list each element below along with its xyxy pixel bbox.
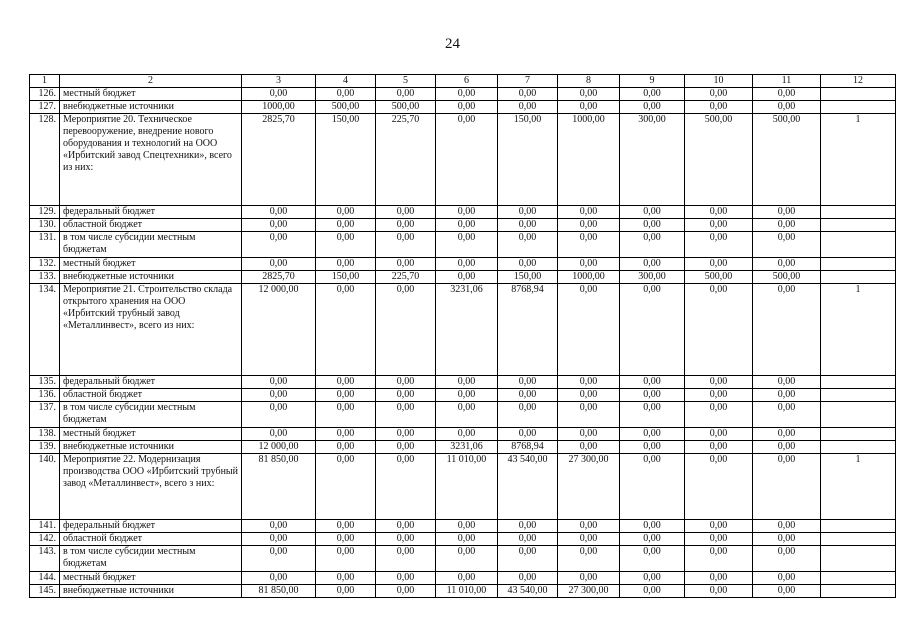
value-cell: 0,00 [620, 389, 685, 402]
table-row [30, 88, 896, 101]
value-cell: 0,00 [753, 546, 821, 572]
row-number: 144. [30, 572, 60, 585]
value-cell: 3231,06 [436, 441, 498, 454]
row-name: Мероприятие 21. Строительство склада открытого хранения на ООО «Ирбитский трубный завод «Металлинвест», всего из них: [60, 284, 242, 376]
value-cell: 0,00 [436, 114, 498, 206]
value-cell: 0,00 [316, 520, 376, 533]
value-cell: 0,00 [242, 520, 316, 533]
value-cell: 0,00 [242, 428, 316, 441]
value-cell: 0,00 [436, 376, 498, 389]
value-cell: 0,00 [242, 402, 316, 428]
value-cell: 3231,06 [436, 284, 498, 376]
budget-table [29, 74, 896, 598]
value-cell: 0,00 [558, 389, 620, 402]
value-cell: 12 000,00 [242, 284, 316, 376]
value-cell: 500,00 [376, 101, 436, 114]
value-cell: 43 540,00 [498, 454, 558, 520]
column-header: 4 [316, 75, 376, 88]
value-cell: 0,00 [753, 533, 821, 546]
value-cell: 0,00 [242, 533, 316, 546]
value-cell: 11 010,00 [436, 585, 498, 598]
row-name: местный бюджет [60, 572, 242, 585]
value-cell: 0,00 [685, 232, 753, 258]
value-cell: 0,00 [558, 376, 620, 389]
target-indicator-cell [821, 572, 896, 585]
target-indicator-cell [821, 219, 896, 232]
value-cell: 0,00 [558, 533, 620, 546]
target-indicator-cell [821, 258, 896, 271]
column-header: 7 [498, 75, 558, 88]
column-header-row [30, 75, 896, 88]
row-number: 145. [30, 585, 60, 598]
value-cell: 0,00 [376, 585, 436, 598]
value-cell: 0,00 [685, 572, 753, 585]
table-row [30, 389, 896, 402]
row-name: местный бюджет [60, 428, 242, 441]
value-cell: 0,00 [558, 101, 620, 114]
row-number: 127. [30, 101, 60, 114]
value-cell: 0,00 [498, 101, 558, 114]
value-cell: 0,00 [685, 585, 753, 598]
row-number: 141. [30, 520, 60, 533]
row-name: внебюджетные источники [60, 271, 242, 284]
row-number: 126. [30, 88, 60, 101]
value-cell: 0,00 [436, 389, 498, 402]
row-name: в том числе субсидии местным бюджетам [60, 232, 242, 258]
value-cell: 0,00 [753, 258, 821, 271]
value-cell: 0,00 [376, 389, 436, 402]
value-cell: 0,00 [316, 206, 376, 219]
value-cell: 0,00 [316, 533, 376, 546]
value-cell: 0,00 [316, 376, 376, 389]
table-row [30, 271, 896, 284]
value-cell: 0,00 [685, 402, 753, 428]
table-row [30, 101, 896, 114]
value-cell: 81 850,00 [242, 454, 316, 520]
row-number: 136. [30, 389, 60, 402]
value-cell: 0,00 [498, 402, 558, 428]
target-indicator-cell [821, 376, 896, 389]
row-number: 131. [30, 232, 60, 258]
column-header: 5 [376, 75, 436, 88]
value-cell: 0,00 [376, 258, 436, 271]
value-cell: 0,00 [558, 402, 620, 428]
target-indicator-cell [821, 88, 896, 101]
value-cell: 0,00 [753, 284, 821, 376]
table-row [30, 572, 896, 585]
target-indicator-cell [821, 520, 896, 533]
value-cell: 0,00 [753, 88, 821, 101]
value-cell: 0,00 [753, 232, 821, 258]
value-cell: 0,00 [753, 389, 821, 402]
table-row [30, 114, 896, 206]
value-cell: 0,00 [558, 572, 620, 585]
value-cell: 500,00 [316, 101, 376, 114]
value-cell: 0,00 [753, 454, 821, 520]
target-indicator-cell [821, 533, 896, 546]
value-cell: 43 540,00 [498, 585, 558, 598]
row-number: 128. [30, 114, 60, 206]
value-cell: 0,00 [558, 88, 620, 101]
row-name: областной бюджет [60, 389, 242, 402]
row-name: в том числе субсидии местным бюджетам [60, 546, 242, 572]
row-number: 142. [30, 533, 60, 546]
value-cell: 0,00 [558, 232, 620, 258]
column-header: 3 [242, 75, 316, 88]
value-cell: 0,00 [242, 219, 316, 232]
value-cell: 0,00 [620, 284, 685, 376]
value-cell: 2825,70 [242, 114, 316, 206]
value-cell: 1000,00 [558, 271, 620, 284]
column-header: 10 [685, 75, 753, 88]
column-header: 9 [620, 75, 685, 88]
target-indicator-cell: 1 [821, 454, 896, 520]
value-cell: 0,00 [620, 232, 685, 258]
value-cell: 27 300,00 [558, 585, 620, 598]
value-cell: 0,00 [376, 428, 436, 441]
value-cell: 0,00 [620, 546, 685, 572]
value-cell: 0,00 [620, 533, 685, 546]
target-indicator-cell: 1 [821, 114, 896, 206]
row-name: Мероприятие 22. Модернизация производства ООО «Ирбитский трубный завод «Металлинвест», всего з них: [60, 454, 242, 520]
value-cell: 0,00 [376, 284, 436, 376]
row-name: Мероприятие 20. Техническое перевооружение, внедрение нового оборудования и технологий на ООО «Ирбитский завод Спецтехники», всего из них: [60, 114, 242, 206]
target-indicator-cell [821, 101, 896, 114]
value-cell: 8768,94 [498, 441, 558, 454]
row-name: внебюджетные источники [60, 101, 242, 114]
value-cell: 0,00 [436, 572, 498, 585]
row-number: 130. [30, 219, 60, 232]
value-cell: 0,00 [498, 572, 558, 585]
row-number: 129. [30, 206, 60, 219]
value-cell: 0,00 [685, 520, 753, 533]
column-header: 11 [753, 75, 821, 88]
target-indicator-cell [821, 546, 896, 572]
row-number: 137. [30, 402, 60, 428]
value-cell: 0,00 [498, 533, 558, 546]
column-header: 12 [821, 75, 896, 88]
value-cell: 0,00 [558, 520, 620, 533]
target-indicator-cell [821, 585, 896, 598]
value-cell: 150,00 [498, 271, 558, 284]
value-cell: 150,00 [316, 114, 376, 206]
value-cell: 0,00 [498, 232, 558, 258]
value-cell: 0,00 [498, 428, 558, 441]
value-cell: 0,00 [620, 428, 685, 441]
value-cell: 0,00 [620, 376, 685, 389]
value-cell: 0,00 [376, 219, 436, 232]
value-cell: 0,00 [620, 441, 685, 454]
target-indicator-cell: 1 [821, 284, 896, 376]
value-cell: 0,00 [620, 520, 685, 533]
row-name: в том числе субсидии местным бюджетам [60, 402, 242, 428]
table-row [30, 206, 896, 219]
value-cell: 0,00 [316, 546, 376, 572]
row-number: 132. [30, 258, 60, 271]
value-cell: 0,00 [376, 376, 436, 389]
value-cell: 0,00 [376, 232, 436, 258]
value-cell: 0,00 [498, 206, 558, 219]
value-cell: 0,00 [620, 454, 685, 520]
value-cell: 0,00 [242, 232, 316, 258]
value-cell: 0,00 [316, 572, 376, 585]
row-name: внебюджетные источники [60, 441, 242, 454]
row-number: 133. [30, 271, 60, 284]
value-cell: 0,00 [242, 88, 316, 101]
value-cell: 0,00 [436, 520, 498, 533]
value-cell: 0,00 [316, 232, 376, 258]
table-row [30, 520, 896, 533]
table-row [30, 441, 896, 454]
value-cell: 0,00 [558, 284, 620, 376]
value-cell: 0,00 [242, 572, 316, 585]
value-cell: 0,00 [436, 206, 498, 219]
value-cell: 0,00 [620, 585, 685, 598]
column-header: 2 [60, 75, 242, 88]
value-cell: 0,00 [620, 88, 685, 101]
value-cell: 0,00 [685, 428, 753, 441]
value-cell: 0,00 [685, 284, 753, 376]
value-cell: 0,00 [685, 101, 753, 114]
value-cell: 0,00 [242, 376, 316, 389]
value-cell: 300,00 [620, 114, 685, 206]
target-indicator-cell [821, 428, 896, 441]
value-cell: 0,00 [436, 258, 498, 271]
row-name: местный бюджет [60, 258, 242, 271]
value-cell: 0,00 [753, 376, 821, 389]
value-cell: 225,70 [376, 271, 436, 284]
value-cell: 0,00 [376, 441, 436, 454]
row-number: 135. [30, 376, 60, 389]
table-row [30, 258, 896, 271]
value-cell: 0,00 [436, 219, 498, 232]
value-cell: 0,00 [316, 389, 376, 402]
value-cell: 2825,70 [242, 271, 316, 284]
value-cell: 0,00 [436, 428, 498, 441]
value-cell: 500,00 [685, 271, 753, 284]
value-cell: 0,00 [685, 206, 753, 219]
value-cell: 0,00 [498, 376, 558, 389]
row-number: 138. [30, 428, 60, 441]
row-number: 143. [30, 546, 60, 572]
column-header: 6 [436, 75, 498, 88]
value-cell: 0,00 [436, 88, 498, 101]
target-indicator-cell [821, 441, 896, 454]
table-row [30, 376, 896, 389]
value-cell: 0,00 [376, 546, 436, 572]
value-cell: 0,00 [316, 454, 376, 520]
value-cell: 0,00 [498, 546, 558, 572]
value-cell: 8768,94 [498, 284, 558, 376]
value-cell: 0,00 [620, 219, 685, 232]
value-cell: 0,00 [498, 520, 558, 533]
value-cell: 0,00 [376, 206, 436, 219]
value-cell: 300,00 [620, 271, 685, 284]
row-name: федеральный бюджет [60, 376, 242, 389]
value-cell: 0,00 [316, 441, 376, 454]
row-number: 139. [30, 441, 60, 454]
value-cell: 0,00 [753, 572, 821, 585]
value-cell: 0,00 [685, 533, 753, 546]
value-cell: 0,00 [498, 389, 558, 402]
value-cell: 0,00 [316, 284, 376, 376]
row-name: областной бюджет [60, 219, 242, 232]
value-cell: 0,00 [436, 101, 498, 114]
value-cell: 500,00 [753, 271, 821, 284]
page-number: 24 [445, 36, 460, 52]
value-cell: 0,00 [685, 454, 753, 520]
value-cell: 0,00 [685, 546, 753, 572]
value-cell: 0,00 [316, 219, 376, 232]
value-cell: 0,00 [436, 402, 498, 428]
value-cell: 1000,00 [242, 101, 316, 114]
value-cell: 0,00 [316, 585, 376, 598]
value-cell: 0,00 [753, 585, 821, 598]
value-cell: 0,00 [498, 258, 558, 271]
value-cell: 0,00 [316, 428, 376, 441]
value-cell: 0,00 [558, 206, 620, 219]
table-row [30, 219, 896, 232]
table-row [30, 533, 896, 546]
value-cell: 150,00 [498, 114, 558, 206]
value-cell: 0,00 [558, 546, 620, 572]
value-cell: 11 010,00 [436, 454, 498, 520]
value-cell: 0,00 [376, 533, 436, 546]
value-cell: 0,00 [685, 441, 753, 454]
value-cell: 0,00 [753, 206, 821, 219]
value-cell: 0,00 [242, 389, 316, 402]
target-indicator-cell [821, 389, 896, 402]
target-indicator-cell [821, 232, 896, 258]
value-cell: 0,00 [753, 402, 821, 428]
value-cell: 0,00 [376, 402, 436, 428]
table-row [30, 284, 896, 376]
table-row [30, 402, 896, 428]
value-cell: 0,00 [316, 258, 376, 271]
value-cell: 0,00 [685, 389, 753, 402]
value-cell: 0,00 [316, 88, 376, 101]
row-name: областной бюджет [60, 533, 242, 546]
target-indicator-cell [821, 402, 896, 428]
value-cell: 0,00 [558, 428, 620, 441]
value-cell: 0,00 [436, 232, 498, 258]
value-cell: 27 300,00 [558, 454, 620, 520]
value-cell: 0,00 [753, 441, 821, 454]
value-cell: 500,00 [685, 114, 753, 206]
value-cell: 0,00 [753, 101, 821, 114]
value-cell: 500,00 [753, 114, 821, 206]
value-cell: 0,00 [685, 258, 753, 271]
value-cell: 0,00 [436, 533, 498, 546]
value-cell: 0,00 [685, 376, 753, 389]
value-cell: 0,00 [558, 258, 620, 271]
value-cell: 0,00 [436, 271, 498, 284]
value-cell: 0,00 [753, 520, 821, 533]
table-row [30, 428, 896, 441]
value-cell: 0,00 [242, 546, 316, 572]
value-cell: 0,00 [753, 428, 821, 441]
value-cell: 81 850,00 [242, 585, 316, 598]
value-cell: 0,00 [376, 88, 436, 101]
value-cell: 0,00 [316, 402, 376, 428]
value-cell: 0,00 [376, 572, 436, 585]
value-cell: 0,00 [620, 101, 685, 114]
value-cell: 0,00 [620, 258, 685, 271]
row-name: внебюджетные источники [60, 585, 242, 598]
value-cell: 0,00 [242, 258, 316, 271]
value-cell: 12 000,00 [242, 441, 316, 454]
value-cell: 0,00 [498, 88, 558, 101]
value-cell: 0,00 [620, 572, 685, 585]
row-number: 140. [30, 454, 60, 520]
row-number: 134. [30, 284, 60, 376]
value-cell: 0,00 [558, 219, 620, 232]
table-row [30, 546, 896, 572]
table-row [30, 232, 896, 258]
value-cell: 0,00 [685, 219, 753, 232]
table-row [30, 454, 896, 520]
column-header: 1 [30, 75, 60, 88]
value-cell: 0,00 [376, 454, 436, 520]
table-row [30, 585, 896, 598]
target-indicator-cell [821, 271, 896, 284]
value-cell: 0,00 [620, 402, 685, 428]
value-cell: 1000,00 [558, 114, 620, 206]
value-cell: 225,70 [376, 114, 436, 206]
row-name: федеральный бюджет [60, 206, 242, 219]
target-indicator-cell [821, 206, 896, 219]
value-cell: 0,00 [242, 206, 316, 219]
value-cell: 0,00 [436, 546, 498, 572]
value-cell: 0,00 [498, 219, 558, 232]
row-name: местный бюджет [60, 88, 242, 101]
row-name: федеральный бюджет [60, 520, 242, 533]
value-cell: 150,00 [316, 271, 376, 284]
value-cell: 0,00 [620, 206, 685, 219]
value-cell: 0,00 [753, 219, 821, 232]
value-cell: 0,00 [376, 520, 436, 533]
value-cell: 0,00 [685, 88, 753, 101]
value-cell: 0,00 [558, 441, 620, 454]
column-header: 8 [558, 75, 620, 88]
